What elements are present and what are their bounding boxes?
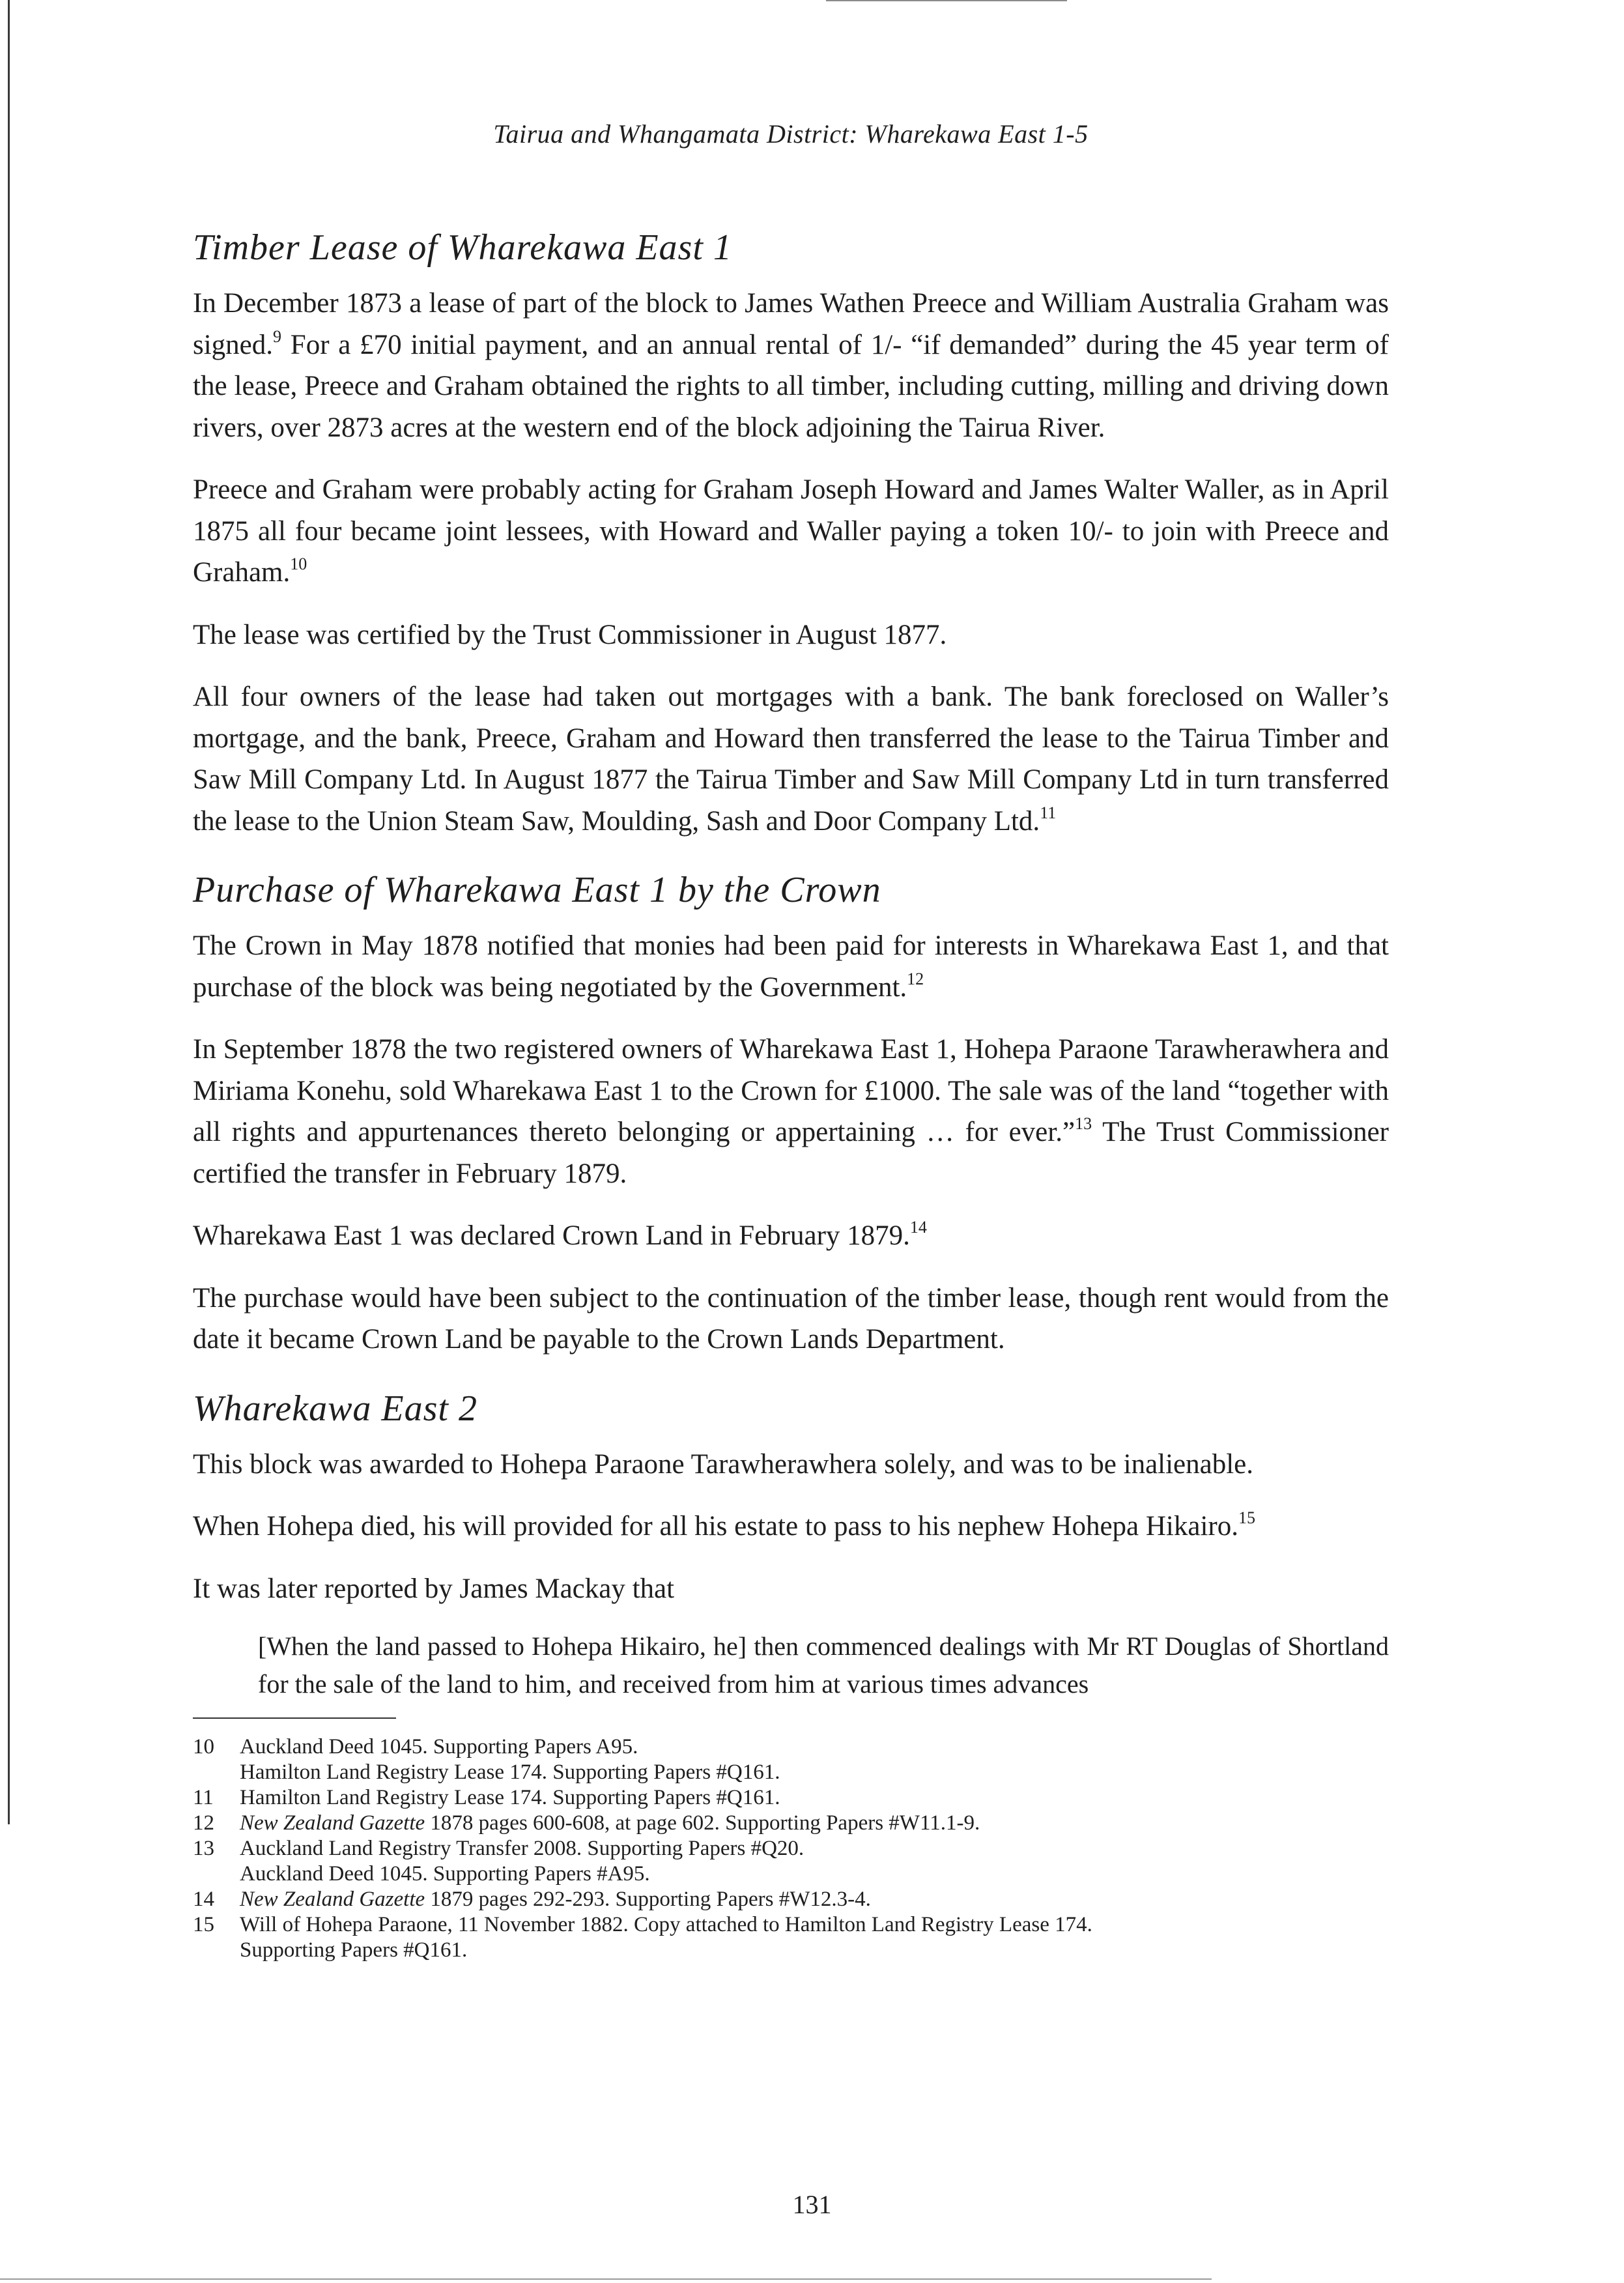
footnote-rule [193,1717,396,1719]
section-heading: Wharekawa East 2 [193,1388,477,1429]
paragraph-text: In September 1878 the two registered owners of Wharekawa East 1, Hohepa Paraone Tarawherawhera and Miriama Konehu, sold Wharekawa East 1 to the Crown for £1000. The sale was of the land “together with all rights and appurtenances thereto belonging or appertaining … for ever.” [193,1034,1389,1147]
block-quote: [When the land passed to Hohepa Hikairo, he] then commenced dealings with Mr RT Douglas of Shortland for the sale of the land to him, and received from him at various times advances [258,1631,1389,1699]
scan-edge-line-bottom [0,2278,1212,2280]
footnote-number: 10 [193,1735,214,1759]
footnote-number: 12 [193,1811,214,1835]
paragraph [193,1215,1389,1257]
paragraph-text: This block was awarded to Hohepa Paraone Tarawherawhera solely, and was to be inalienable. [193,1448,1253,1480]
section-heading: Purchase of Wharekawa East 1 by the Crown [193,870,881,910]
paragraph [193,1278,1389,1360]
footnote [193,1912,1389,1963]
footnote-line [240,1785,1389,1811]
footnote-text [240,1811,1389,1836]
footnote-number: 15 [193,1913,214,1936]
paragraph-text-continued: For a £70 initial payment, and an annual rental of 1/- “if demanded” during the 45 year term of the lease, Preece and Graham obtained the rights to all timber, including cutting, milling and driving down rivers, over 2873 acres at the western end of the block adjoining the Tairua River. [193,329,1389,443]
footnote-ref: 10 [290,554,307,573]
footnote-text [240,1734,1389,1785]
paragraph [193,614,1389,656]
paragraph-text: Preece and Graham were probably acting for Graham Joseph Howard and James Walter Waller, as in April 1875 all four became joint lessees, with Howard and Waller paying a token 10/- to join with Preece and Graham. [193,474,1389,588]
footnote-line [240,1887,1389,1912]
running-head: Tairua and Whangamata District: Wharekawa East 1-5 [493,119,1089,149]
paragraph [193,469,1389,594]
footnote-number: 14 [193,1888,214,1911]
footnote-ref: 15 [1238,1508,1255,1527]
page-number: 131 [792,2190,832,2219]
footnote-line [240,1938,1389,1963]
paragraph-text: The purchase would have been subject to the continuation of the timber lease, though rent would from the date it became Crown Land be payable to the Crown Lands Department. [193,1282,1389,1355]
paragraph-text: The lease was certified by the Trust Commissioner in August 1877. [193,619,947,650]
footnote-ref: 12 [907,969,924,988]
paragraph [193,1444,1389,1486]
footnote-italic-title: New Zealand Gazette [240,1888,425,1911]
section-heading: Timber Lease of Wharekawa East 1 [193,227,732,268]
footnote-line-text: Auckland Land Registry Transfer 2008. Supporting Papers #Q20. [240,1837,805,1860]
footnote-line-text: Auckland Deed 1045. Supporting Papers #A95. [240,1862,650,1886]
footnote-text [240,1836,1389,1887]
paragraph-text: Wharekawa East 1 was declared Crown Land in February 1879. [193,1220,910,1251]
footnote-line-text: 1878 pages 600-608, at page 602. Supporting Papers #W11.1-9. [425,1811,980,1835]
paragraph-text: The Crown in May 1878 notified that monies had been paid for interests in Wharekawa East 1, and that purchase of the block was being negotiated by the Government. [193,930,1389,1003]
paragraph [193,1029,1389,1194]
footnote-line-text: Auckland Deed 1045. Supporting Papers A95. [240,1735,638,1759]
footnote [193,1734,1389,1785]
scan-edge-line-left [8,0,10,1824]
footnote-line [240,1861,1389,1887]
paragraph-text-continued: The Trust Commissioner certified the transfer in February 1879. [193,1117,1389,1189]
footnote-ref: 13 [1075,1114,1092,1133]
footnote [193,1887,1389,1912]
footnote-line [240,1836,1389,1861]
footnote-line-text: Hamilton Land Registry Lease 174. Supporting Papers #Q161. [240,1786,780,1809]
paragraph-text: All four owners of the lease had taken out mortgages with a bank. The bank foreclosed on Waller’s mortgage, and the bank, Preece, Graham and Howard then transferred the lease to the Tairua Timber and Saw Mill Company Ltd. In August 1877 the Tairua Timber and Saw Mill Company Ltd in turn transferred the lease to the Union Steam Saw, Moulding, Sash and Door Company Ltd. [193,682,1389,837]
footnote-line-text: Will of Hohepa Paraone, 11 November 1882. Copy attached to Hamilton Land Registry Lease 174. [240,1913,1092,1936]
footnotes [193,1734,1389,1963]
footnote-number: 13 [193,1837,214,1860]
paragraph-text: In December 1873 a lease of part of the block to James Wathen Preece and William Australia Graham was signed. [193,288,1389,360]
footnote-line [240,1760,1389,1785]
document-page [193,115,1389,1963]
footnote [193,1811,1389,1836]
footnote-line [240,1811,1389,1836]
footnote-text [240,1912,1389,1963]
footnote-line-text: 1879 pages 292-293. Supporting Papers #W12.3-4. [425,1888,871,1911]
footnote-ref: 9 [273,326,282,346]
paragraph-text: It was later reported by James Mackay that [193,1573,675,1604]
paragraph [193,283,1389,448]
footnote-ref: 11 [1040,803,1057,822]
footnote-line-text: Hamilton Land Registry Lease 174. Supporting Papers #Q161. [240,1760,780,1784]
paragraph [193,1506,1389,1547]
paragraph-text: When Hohepa died, his will provided for all his estate to pass to his nephew Hohepa Hikairo. [193,1511,1238,1542]
footnote-italic-title: New Zealand Gazette [240,1811,425,1835]
footnote-ref: 14 [909,1218,927,1237]
paragraph [193,1568,1389,1610]
footnote-line [240,1734,1389,1760]
footnote-line [240,1912,1389,1938]
document-body [193,224,1389,1703]
footnote-number: 11 [193,1786,214,1809]
footnote-text [240,1785,1389,1811]
footnote [193,1836,1389,1887]
footnote-text [240,1887,1389,1912]
paragraph [193,925,1389,1008]
paragraph [193,676,1389,842]
footnote [193,1785,1389,1811]
footnote-line-text: Supporting Papers #Q161. [240,1938,468,1962]
scan-edge-line-top [826,0,1067,1]
